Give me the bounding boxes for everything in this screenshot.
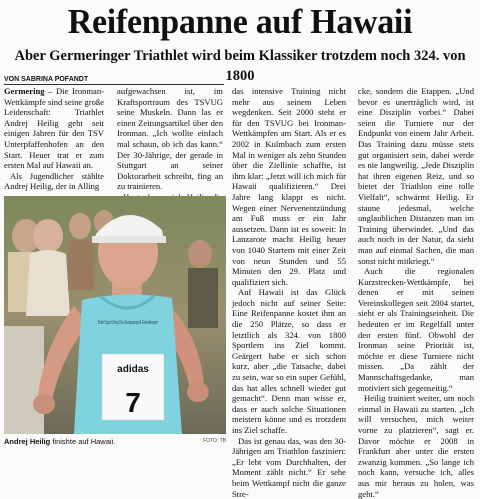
dateline: Germering [4,86,45,96]
bib-brand: adidas [117,364,149,375]
article-column-3 [232,86,346,499]
subheadline: Aber Germeringer Triathlet wird beim Klassiker trotzdem noch 324. von 1800 [14,48,466,84]
article-column-1 [4,86,104,194]
paragraph: das intensive Training nicht mehr aus seinem Leben wegdenken. Seit 2000 steht er für den TSVUG bei Ironman-Wettkämpfen am Start. Als er es 2002 in Kulmbach zum ersten Mal in weniger als zehn Stunden über die Ziellinie schaffte, ist ihm klar: „Jetzt will ich mich für Hawaii qualifizieren.“ Drei Jahre lang klappt es nicht. Wegen einer Nervenentzündung am Fuß muss er ein Jahr aussetzen. Dann ist es soweit: In Lanzarote macht Heilig heuer von 1040 Startern mit einer Zeit von neun Stunden und 55 Minuten den 29. Platz und qualifiziert sich. [232,86,346,287]
paragraph: aufgewachsen ist, im Kraftsportraum des TSVUG seine Muskeln. Dann las er einen Zeitungsartikel über den Ironman. „Ich wollte einfach mal schaun, ob ich das kann.“ Der 30-Jährige, der gerade in Stuttgart an seiner Doktorarbeit schreibt, fing an zu trainieren. [117,86,223,192]
athlete-illustration [4,196,226,434]
caption-text: finishte auf Hawaii. [50,437,116,446]
paragraph: Das ist genau das, was den 30-Jährigen am Triathlon fasziniert: „Er lebt vom Durchhalten, der Moment zählt nicht.“ Er sehe beim Wettkampf nicht die ganze Stre- [232,435,346,499]
byline: VON SABRINA POFANDT [4,76,224,85]
photo-caption [4,437,226,446]
athlete-photo [4,196,226,434]
paragraph-text: – Die Ironman-Wettkämpfe sind seine große Leidenschaft: Triathlet Andrej Heilig geht seit einigen Jahren für den TSV Unterpfaffenhofen an den Start. Heuer trat er zum ersten Mal auf Hawaii an. [4,86,104,171]
photo-credit: FOTO: TB [203,438,226,444]
paragraph: Auch die regionalen Kurzstrecken-Wettkämpfe, bei denen er mit seinen Vereinskollegen seit 2004 startet, sieht er als Trainingseinheit. Die bedeuten er im Regelfall unter den ersten fünf. Obwohl der Ironman seine Priorität ist, möchte er diese Turniere nicht missen. „Da zählt der Mannschaftsgedanke, man motiviert sich gegenseitig.“ [358,266,474,393]
shirt-print: Brahl Sport Shop Der Ausdauerprofi Geiselbergen [98,320,159,326]
paragraph: Heilig trainiert weiter, um noch einmal in Hawaii zu starten. „Ich will versuchen, mich weiter vorne zu platzieren“, sagt er. Davor möchte er 2008 in Frankfurt aber unter die ersten zwanzig kommen. „So lange ich noch kann, versuche ich, alles aus mir heraus zu holen, was geht.“ [358,393,474,499]
paragraph: cke, sondern die Etappen. „Und bevor es unerträglich wird, ist eine Disziplin vorbei.“ Dabei seien die Turniere nur der Endpunkt von einem Jahr Arbeit. Das Training dazu müsse stets gut organisiert sein, dabei werde es nie langweilig. „Jede Disziplin hat ihren eigenen Reiz, und so bietet der Triathlon eine tolle Vielfalt“, schwärmt Heilig. Er staune jedesmal, welche unglaublichen Distanzen man im Training überwindet. „Und das auch noch in der Natur, da sieht man auf einmal Sachen, die man sonst nicht mitkriegt.“ [358,86,474,266]
paragraph: Als Jugendlicher stählte Andrej Heilig, der in Alling [4,170,104,192]
caption-name: Andrej Heilig [4,437,51,446]
paragraph: Auf Hawaii ist das Glück jedoch nicht auf seiner Seite: Eine Reifenpanne kostet ihm an die 250 Plätze, so dass er letztlich als 324. von 1800 Sportlern ins Ziel kommt. Geärgert habe er sich schon kurz, aber „die Tatsache, dabei zu sein, war so ein super Gefühl, das hat alles schnell wieder gut gemacht“. Denn man wisse er, dass er auch solche Situationen meistern könne und es trotzdem ins Ziel schaffe. [232,287,346,435]
bib-number: 7 [125,387,141,418]
article-column-2 [117,86,223,194]
article-column-4 [358,86,474,499]
paragraph [4,86,104,171]
headline: Reifenpanne auf Hawaii [67,2,413,41]
